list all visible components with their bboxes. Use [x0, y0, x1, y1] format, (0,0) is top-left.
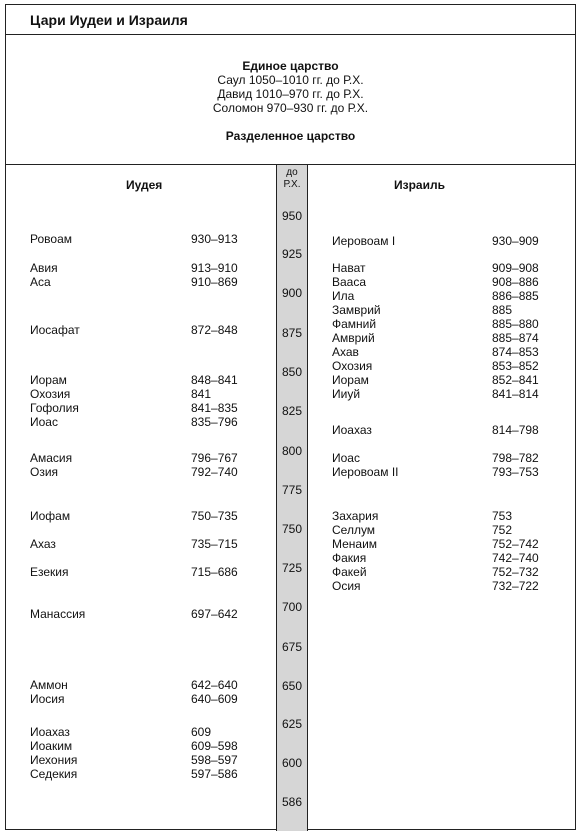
- timeline-header: [277, 167, 307, 191]
- israel-king-years: 742–740: [492, 551, 539, 565]
- judah-king-years: 697–642: [191, 607, 238, 621]
- judah-king-name: Озия: [30, 465, 59, 479]
- israel-king-years: 798–782: [492, 451, 539, 465]
- israel-king-name: Замврий: [332, 303, 381, 317]
- judah-king-years: 609–598: [191, 739, 238, 753]
- judah-king-years: 913–910: [191, 261, 238, 275]
- israel-king-name: Менаим: [332, 537, 378, 551]
- judah-king-name: Иосия: [30, 692, 65, 706]
- judah-king-years: 750–735: [191, 509, 238, 523]
- judah-king-years: 792–740: [191, 465, 238, 479]
- israel-king-years: 908–886: [492, 275, 539, 289]
- judah-king-years: 841–835: [191, 401, 238, 415]
- israel-heading: Израиль: [394, 178, 445, 192]
- divided-kingdom-heading: Разделенное царство: [225, 129, 356, 143]
- israel-king-name: Вааса: [332, 275, 367, 289]
- israel-king-name: Иеровоам I: [332, 234, 396, 248]
- united-kingdom-heading: Единое царство: [242, 59, 339, 73]
- israel-king-years: 909–908: [492, 261, 539, 275]
- timeline-tick: 800: [281, 444, 303, 458]
- judah-king-name: Иоас: [30, 415, 58, 429]
- israel-king-name: Осия: [332, 579, 361, 593]
- israel-king-years: 874–853: [492, 345, 539, 359]
- israel-king-name: Селлум: [332, 523, 376, 537]
- israel-king-name: Охозия: [332, 359, 373, 373]
- israel-king-years: 930–909: [492, 234, 539, 248]
- judah-king-years: 910–869: [191, 275, 238, 289]
- judah-king-name: Иехония: [30, 753, 78, 767]
- israel-king-years: 885–874: [492, 331, 539, 345]
- timeline-tick: 600: [281, 756, 303, 770]
- timeline-header-line2: Р.Х.: [283, 179, 301, 190]
- israel-king-name: Иеровоам II: [332, 465, 399, 479]
- judah-king-years: 872–848: [191, 323, 238, 337]
- timeline-header-line1: до: [286, 167, 298, 178]
- timeline-tick: 775: [281, 483, 303, 497]
- judah-king-name: Ровоам: [30, 232, 72, 246]
- judah-king-years: 609: [191, 725, 212, 739]
- united-king-saul: Саул 1050–1010 гг. до Р.Х.: [217, 73, 364, 87]
- israel-king-years: 752: [492, 523, 513, 537]
- judah-king-years: 598–597: [191, 753, 238, 767]
- israel-king-name: Ииуй: [332, 387, 361, 401]
- israel-king-years: 853–852: [492, 359, 539, 373]
- israel-king-name: Иоас: [332, 451, 360, 465]
- israel-king-name: Факей: [332, 565, 367, 579]
- judah-king-name: Ахаз: [30, 537, 56, 551]
- israel-king-years: 885–880: [492, 317, 539, 331]
- judah-king-name: Охозия: [30, 387, 71, 401]
- timeline-tick: 875: [281, 326, 303, 340]
- judah-king-name: Иосафат: [30, 323, 80, 337]
- israel-king-name: Иорам: [332, 373, 369, 387]
- timeline-tick: 900: [281, 286, 303, 300]
- judah-king-name: Иофам: [30, 509, 71, 523]
- document-frame: [5, 4, 576, 830]
- title-bar: [6, 5, 575, 35]
- israel-king-name: Фамний: [332, 317, 377, 331]
- timeline-tick: 725: [281, 561, 303, 575]
- judah-king-years: 930–913: [191, 232, 238, 246]
- judah-king-years: 848–841: [191, 373, 238, 387]
- judah-king-years: 796–767: [191, 451, 238, 465]
- judah-king-name: Иоахаз: [30, 725, 70, 739]
- judah-king-years: 597–586: [191, 767, 238, 781]
- timeline-tick: 950: [281, 209, 303, 223]
- timeline-tick: 825: [281, 404, 303, 418]
- israel-king-years: 852–841: [492, 373, 539, 387]
- judah-king-years: 841: [191, 387, 212, 401]
- israel-king-years: 752–742: [492, 537, 539, 551]
- israel-king-name: Ахав: [332, 345, 359, 359]
- timeline-tick: 650: [281, 679, 303, 693]
- israel-king-years: 732–722: [492, 579, 539, 593]
- israel-king-name: Нават: [332, 261, 366, 275]
- israel-king-years: 841–814: [492, 387, 539, 401]
- page-title: Цари Иудеи и Израиля: [30, 12, 188, 28]
- judah-king-name: Манассия: [30, 607, 86, 621]
- israel-king-name: Ила: [332, 289, 355, 303]
- united-king-david: Давид 1010–970 гг. до Р.Х.: [217, 87, 364, 101]
- timeline-tick: 700: [281, 600, 303, 614]
- israel-king-years: 793–753: [492, 465, 539, 479]
- timeline-tick: 675: [281, 640, 303, 654]
- judah-king-name: Авия: [30, 261, 58, 275]
- israel-king-years: 752–732: [492, 565, 539, 579]
- israel-king-years: 814–798: [492, 423, 539, 437]
- judah-king-name: Иоаким: [30, 739, 73, 753]
- united-king-solomon: Соломон 970–930 гг. до Р.Х.: [212, 101, 369, 115]
- israel-king-years: 885: [492, 303, 513, 317]
- israel-king-name: Иоахаз: [332, 423, 372, 437]
- israel-king-name: Захария: [332, 509, 379, 523]
- timeline-column: [276, 165, 308, 831]
- judah-king-name: Гофолия: [30, 401, 79, 415]
- united-kingdom-section: [6, 35, 575, 165]
- timeline-tick: 625: [281, 717, 303, 731]
- israel-king-years: 886–885: [492, 289, 539, 303]
- judah-king-name: Аммон: [30, 678, 68, 692]
- judah-king-years: 835–796: [191, 415, 238, 429]
- judah-king-years: 715–686: [191, 565, 238, 579]
- timeline-tick: 586: [281, 795, 303, 809]
- judah-king-name: Иорам: [30, 373, 67, 387]
- timeline-tick: 925: [281, 247, 303, 261]
- judah-heading: Иудея: [126, 178, 163, 192]
- timeline-tick: 850: [281, 365, 303, 379]
- judah-king-name: Аса: [30, 275, 51, 289]
- timeline-tick: 750: [281, 522, 303, 536]
- judah-king-name: Амасия: [30, 451, 73, 465]
- israel-king-years: 753: [492, 509, 513, 523]
- judah-king-name: Езекия: [30, 565, 69, 579]
- judah-king-years: 735–715: [191, 537, 238, 551]
- israel-king-name: Факия: [332, 551, 367, 565]
- judah-king-name: Седекия: [30, 767, 78, 781]
- judah-king-years: 642–640: [191, 678, 238, 692]
- israel-king-name: Амврий: [332, 331, 375, 345]
- judah-king-years: 640–609: [191, 692, 238, 706]
